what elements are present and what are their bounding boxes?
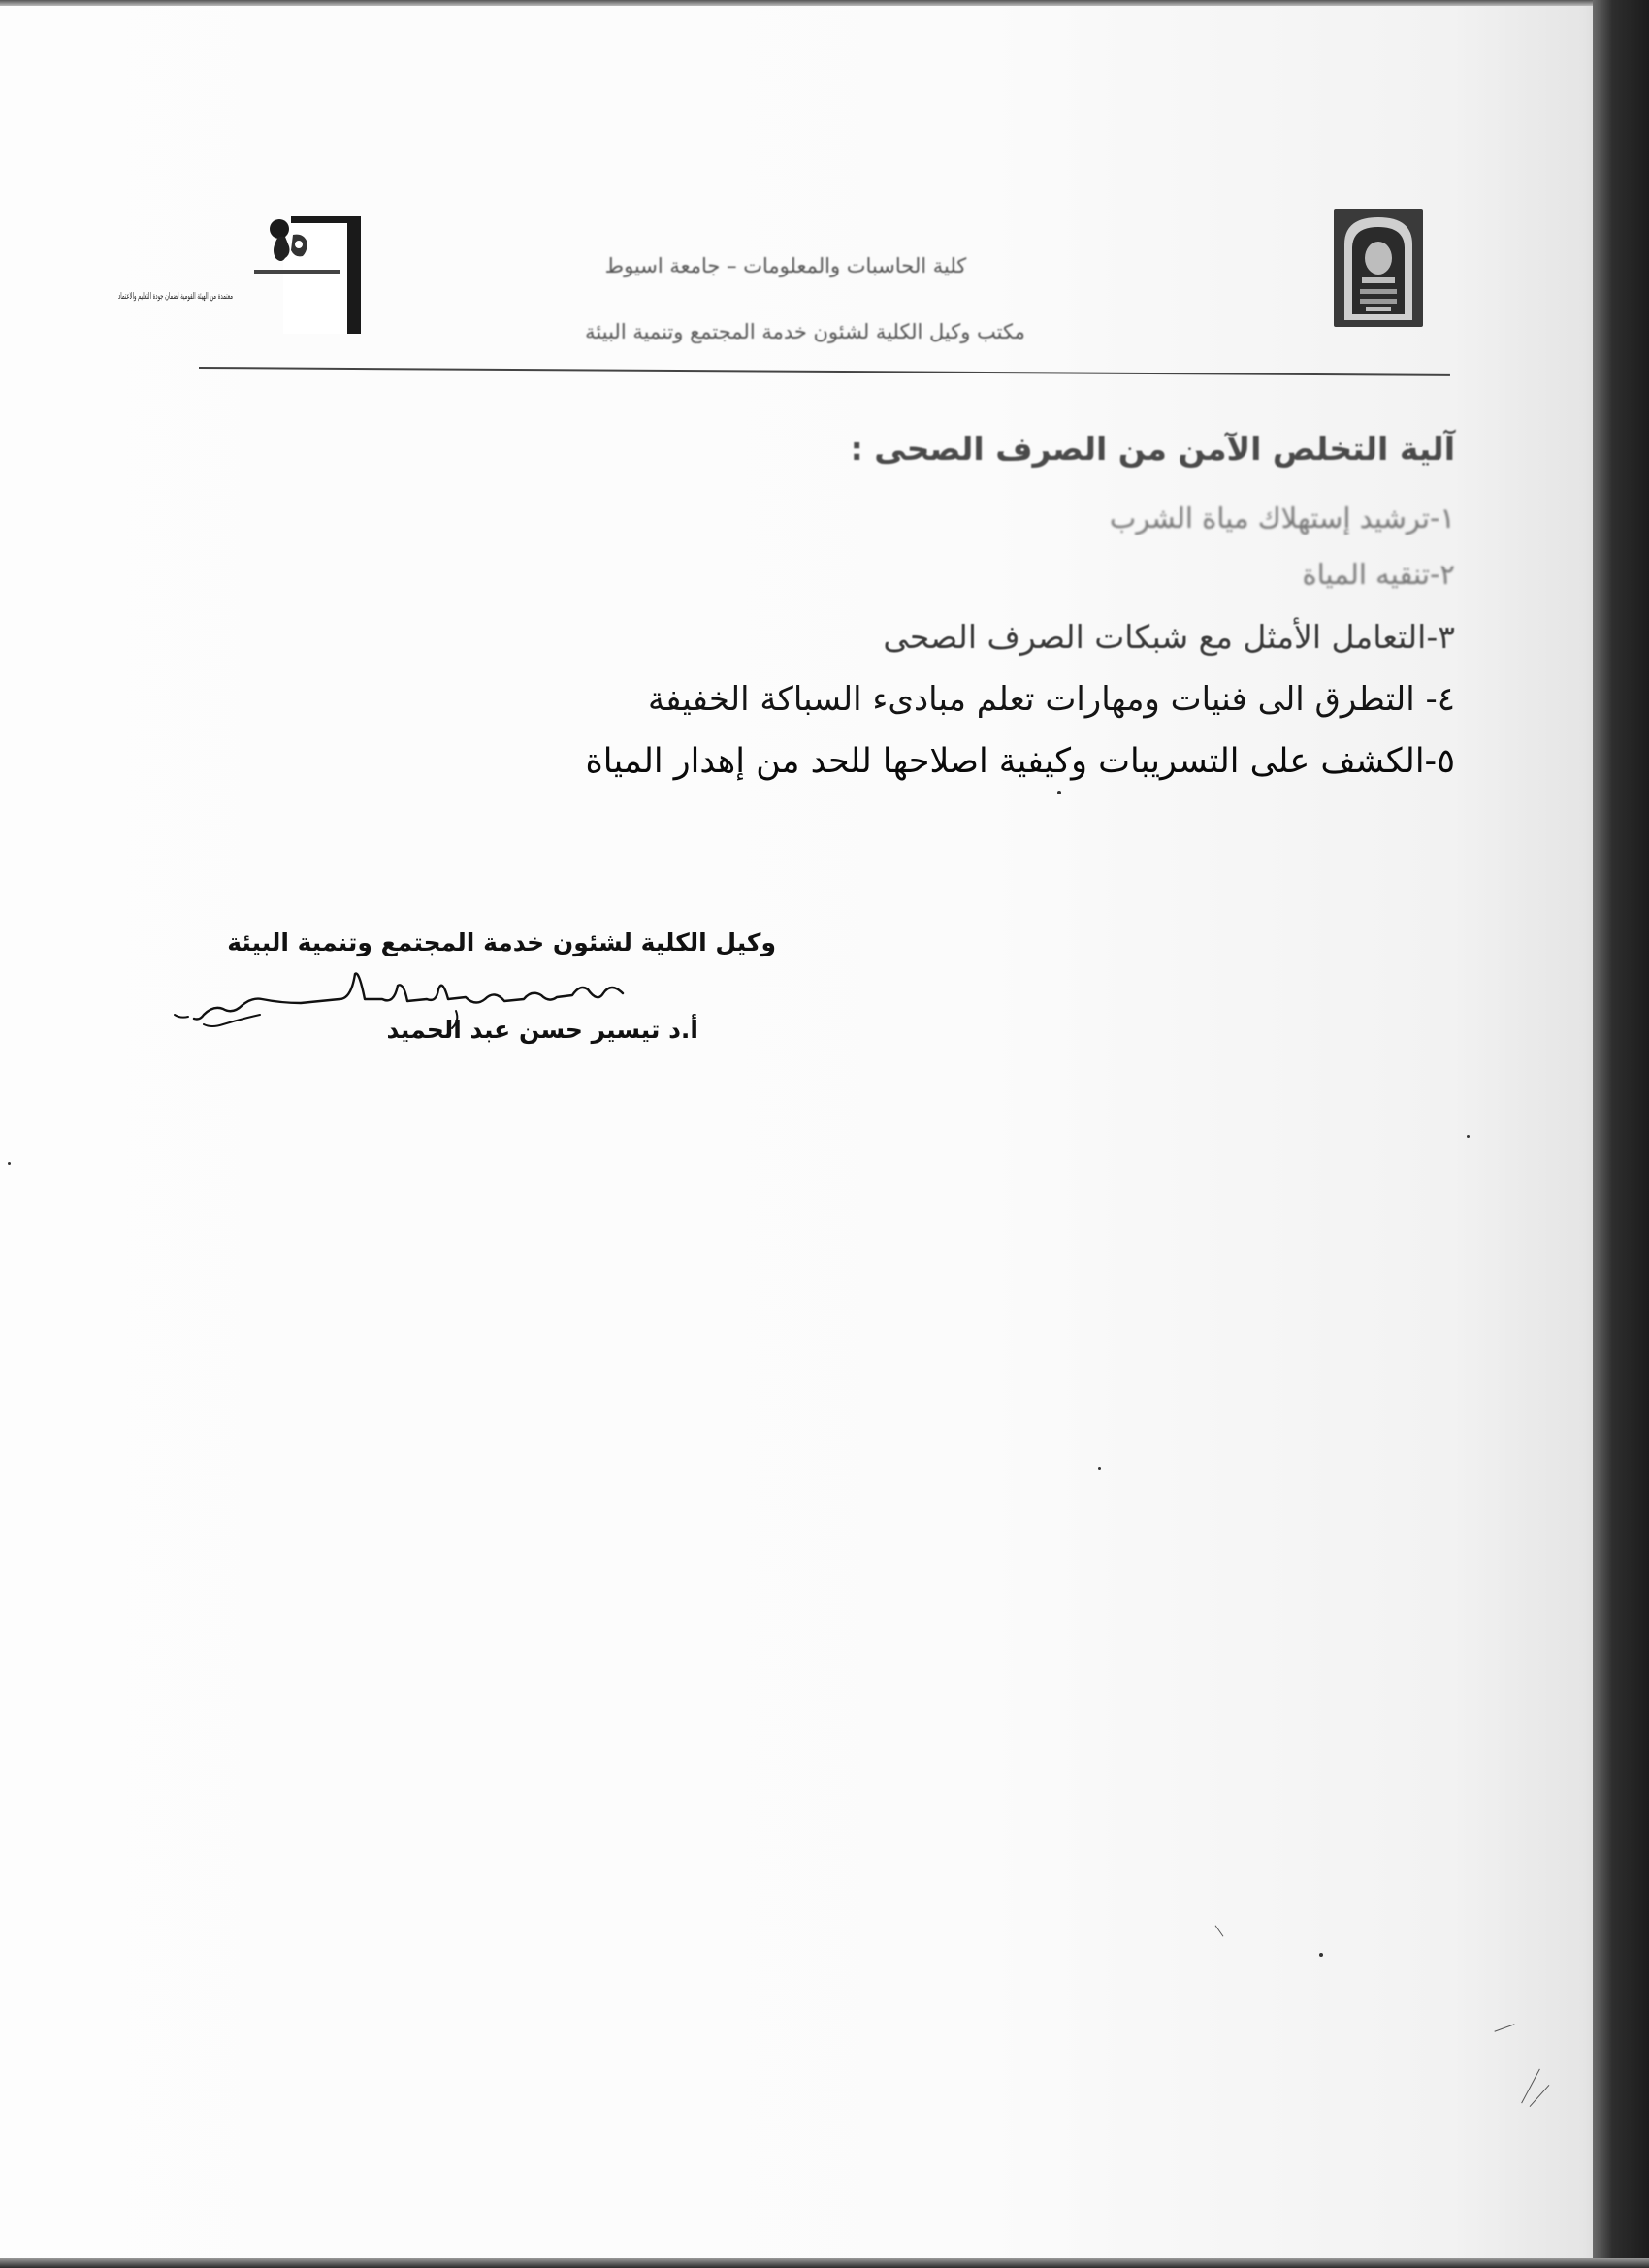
scan-speck: [1057, 791, 1061, 794]
list-item: ٥-الكشف على التسريبات وكيفية اصلاحها للحد من إهدار المياة: [585, 742, 1455, 781]
scanner-edge-top: [0, 0, 1649, 6]
procedures-list: [291, 504, 1455, 807]
scan-speck: [1098, 1467, 1101, 1470]
list-item: ٢-تنقيه المياة: [1302, 558, 1455, 591]
scan-speck: [1467, 1135, 1470, 1138]
list-item: ٣-التعامل الأمثل مع شبكات الصرف الصحى: [883, 618, 1455, 656]
document-heading: آلية التخلص الآمن من الصرف الصحى :: [850, 430, 1455, 468]
signatory-title: وكيل الكلية لشئون خدمة المجتمع وتنمية البيئة: [227, 928, 776, 956]
list-item: ١-ترشيد إستهلاك مياة الشرب: [1109, 502, 1455, 535]
scanner-edge-bottom: [0, 2258, 1649, 2268]
list-item: ٤- التطرق الى فنيات ومهارات تعلم مبادىء السباكة الخفيفة: [647, 680, 1455, 719]
accreditation-seal-text: معتمدة من الهيئة القومية لضمان جودة التعليم والاعتماد: [117, 292, 234, 302]
signatory-name: أ.د تيسير حسن عبد الحميد: [386, 1016, 698, 1044]
faculty-name: كلية الحاسبات والمعلومات – جامعة اسيوط: [604, 254, 967, 277]
header-text: [504, 254, 1106, 343]
scan-speck: [1319, 1953, 1323, 1957]
scan-speck: [8, 1162, 11, 1165]
university-logo-icon: [1331, 206, 1426, 330]
scanner-edge-right: [1593, 0, 1649, 2268]
office-name: مكتب وكيل الكلية لشئون خدمة المجتمع وتنمية البيئة: [585, 320, 1025, 343]
accreditation-seal-icon: [117, 211, 363, 336]
